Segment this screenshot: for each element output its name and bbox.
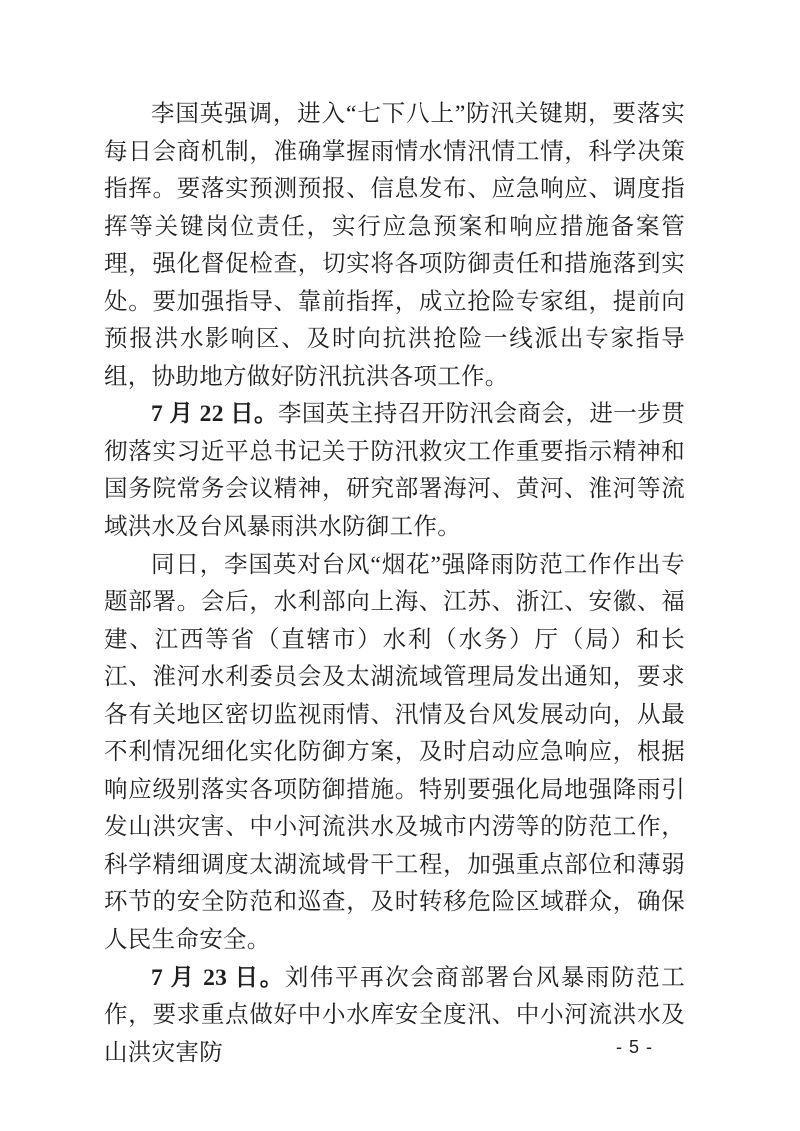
- paragraph: [104, 396, 685, 546]
- date-label: 7 月 23 日。: [151, 964, 285, 991]
- document-body: [104, 96, 685, 1072]
- paragraph-text: 李国英强调，进入“七下八上”防汛关键期，要落实每日会商机制，准确掌握雨情水情汛情工情，科学决策指挥。要落实预测预报、信息发布、应急响应、调度指挥等关键岗位责任，实行应急预案和响应措施备案管理，强化督促检查，切实将各项防御责任和措施落到实处。要加强指导、靠前指挥，成立抢险专家组，提前向预报洪水影响区、及时向抗洪抢险一线派出专家指导组，协助地方做好防汛抗洪各项工作。: [104, 101, 685, 390]
- paragraph-text: 刘伟平再次会商部署台风暴雨防范工作，要求重点做好中小水库安全度汛、中小河流洪水及山洪灾害防: [104, 964, 685, 1066]
- date-label: 7 月 22 日。: [151, 401, 278, 428]
- paragraph: [104, 547, 685, 960]
- page-number: - 5 -: [615, 1037, 653, 1057]
- paragraph-text: 李国英主持召开防汛会商会，进一步贯彻落实习近平总书记关于防汛救灾工作重要指示精神和国务院常务会议精神，研究部署海河、黄河、淮河等流域洪水及台风暴雨洪水防御工作。: [104, 401, 685, 541]
- paragraph: [104, 96, 685, 396]
- paragraph-text: 同日，李国英对台风“烟花”强降雨防范工作作出专题部署。会后，水利部向上海、江苏、浙江、安徽、福建、江西等省（直辖市）水利（水务）厅（局）和长江、淮河水利委员会及太湖流域管理局发出通知，要求各有关地区密切监视雨情、汛情及台风发展动向，从最不利情况细化实化防御方案，及时启动应急响应，根据响应级别落实各项防御措施。特别要强化局地强降雨引发山洪灾害、中小河流洪水及城市内涝等的防范工作，科学精细调度太湖流域骨干工程，加强重点部位和薄弱环节的安全防范和巡查，及时转移危险区域群众，确保人民生命安全。: [104, 551, 685, 954]
- paragraph: [104, 960, 685, 1073]
